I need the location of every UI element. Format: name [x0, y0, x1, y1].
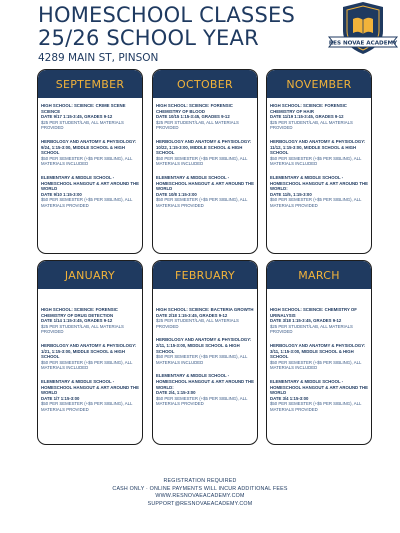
class-item — [41, 175, 139, 209]
class-item — [270, 379, 368, 413]
class-item — [156, 103, 254, 131]
class-price: $50 PER SEMESTER (+$5 PER SIBLING), ALL MATERIALS INCLUDED — [156, 155, 248, 167]
class-date: DATE 2/4, 1:15-3:00 — [156, 390, 196, 396]
class-price: $50 PER SEMESTER (+$5 PER SIBLING), ALL MATERIALS INCLUDED — [156, 354, 248, 365]
class-item — [270, 343, 368, 371]
class-date: DATE 9/17 1:15-3:45, GRADES 9-12 — [41, 114, 113, 120]
class-name: HIGH SCHOOL: SCIENCE: CRIME SCENE SCIENCE — [41, 103, 126, 114]
class-price: $50 PER SEMESTER (+$5 PER SIBLING), ALL MATERIALS INCLUDED — [270, 155, 362, 167]
class-price: $50 PER SEMESTER (+$5 PER SIBLING), ALL MATERIALS INCLUDED — [41, 359, 133, 371]
class-item — [41, 343, 139, 371]
month-card-january — [37, 260, 143, 445]
class-price: $25 PER STUDENT/LAB, ALL MATERIALS PROVIDED — [270, 323, 353, 335]
academy-logo — [327, 1, 399, 55]
class-price: $50 PER SEMESTER (+$5 PER SIBLING), ALL MATERIALS PROVIDED — [270, 401, 362, 412]
class-name: HERBOLOGY AND ANATOMY & PHYSIOLOGY: 9/24, 1:15-3:00, MIDDLE SCHOOL & HIGH SCHOOL — [41, 138, 137, 156]
class-price: $25 PER STUDENT/LAB, ALL MATERIALS PROVIDED — [270, 119, 353, 131]
class-name: HERBOLOGY AND ANATOMY & PHYSIOLOGY: 2/11, 1:15-3:00, MIDDLE SCHOOL & HIGH SCHOOL — [156, 337, 252, 354]
class-price: $50 PER SEMESTER (+$5 PER SIBLING), ALL MATERIALS PROVIDED — [41, 197, 133, 208]
class-price: $50 PER SEMESTER (+$5 PER SIBLING), ALL MATERIALS PROVIDED — [156, 197, 248, 208]
class-item — [41, 307, 139, 335]
month-card-february — [152, 260, 258, 445]
class-date: DATE 1/7 1:15-3:00 — [41, 395, 80, 401]
class-name: HERBOLOGY AND ANATOMY & PHYSIOLOGY: 10/22, 1:15-3:00, MIDDLE SCHOOL & HIGH SCHOOL — [156, 138, 252, 156]
class-price: $50 PER SEMESTER (+$5 PER SIBLING), ALL MATERIALS PROVIDED — [156, 395, 248, 407]
class-price: $25 PER STUDENT/LAB, ALL MATERIALS PROVIDED — [41, 323, 124, 335]
class-date: DATE 10/15 1:15-3:45, GRADES 9-12 — [156, 114, 230, 120]
class-item — [41, 379, 139, 413]
footer-payment-note: CASH ONLY · ONLINE PAYMENTS WILL INCUR ADDITIONAL FEES — [112, 485, 288, 492]
footer-website-link[interactable]: WWW.RESNOVAEACADEMY.COM — [155, 493, 245, 499]
class-price: $25 PER STUDENT/LAB, ALL MATERIALS PROVIDED — [156, 318, 239, 329]
class-price: $50 PER SEMESTER (+$5 PER SIBLING), ALL MATERIALS INCLUDED — [270, 359, 362, 371]
footer-email-link[interactable]: SUPPORT@RESNOVAEACADEMY.COM — [147, 500, 253, 507]
class-date: DATE 11/19 1:15-3:45, GRADES 9-12 — [270, 114, 344, 120]
class-name: HIGH SCHOOL: SCIENCE: FORENSIC CHEMISTRY OF DRUG DETECTION — [41, 307, 118, 318]
class-name: HIGH SCHOOL: SCIENCE: CHEMISTRY OF URINALYSIS — [270, 307, 357, 318]
class-date: DATE 3/4 1:15-3:00 — [270, 395, 309, 401]
class-date: DATE 10/8 1:15-3:00 — [156, 191, 197, 197]
svg-text:RES NOVAE ACADEMY: RES NOVAE ACADEMY — [328, 40, 398, 47]
month-header — [153, 70, 257, 98]
class-item — [156, 337, 254, 365]
class-name: ELEMENTARY & MIDDLE SCHOOL - HOMESCHOOL HANGOUT & ART AROUND THE WORLD — [156, 174, 254, 192]
page-header — [38, 4, 295, 64]
class-name: ELEMENTARY & MIDDLE SCHOOL - HOMESCHOOL HANGOUT & ART AROUND THE WORLD: — [270, 174, 368, 192]
class-item — [270, 139, 368, 167]
class-name: ELEMENTARY & MIDDLE SCHOOL - HOMESCHOOL HANGOUT & ART AROUND THE WORLD — [41, 174, 139, 192]
class-item — [156, 373, 254, 407]
class-date: DATE 11/5, 1:15-3:00 — [270, 191, 312, 197]
page-title-line2: 25/26 SCHOOL YEAR — [38, 26, 259, 50]
footer-registration: REGISTRATION REQUIRED — [163, 478, 237, 484]
class-price: $25 PER STUDENT/LAB, ALL MATERIALS PROVIDED — [156, 119, 239, 131]
class-price: $50 PER SEMESTER (+$5 PER SIBLING), ALL MATERIALS INCLUDED — [41, 155, 133, 167]
month-name: MARCH — [298, 268, 340, 282]
class-name: ELEMENTARY & MIDDLE SCHOOL - HOMESCHOOL HANGOUT & ART AROUND THE WORLD: — [156, 373, 254, 390]
class-name: HERBOLOGY AND ANATOMY & PHYSIOLOGY: 11/12, 1:15-3:00, MIDDLE SCHOOL & HIGH SCHOOL — [270, 138, 366, 156]
month-name: FEBRUARY — [174, 268, 236, 282]
class-name: HERBOLOGY AND ANATOMY & PHYSIOLOGY: 3/11, 1:15-3:00, MIDDLE SCHOOL & HIGH SCHOOL — [270, 342, 366, 360]
class-name: HIGH SCHOOL: SCIENCE: BACTERIA GROWTH — [156, 307, 254, 312]
class-item — [156, 175, 254, 209]
class-price: $25 PER STUDENT/LAB, ALL MATERIALS PROVIDED — [41, 119, 124, 131]
class-item — [41, 139, 139, 167]
month-header — [38, 70, 142, 98]
class-name: HIGH SCHOOL: SCIENCE: FORENSIC CHEMISTRY OF HAIR — [270, 103, 347, 114]
month-header — [267, 261, 371, 289]
month-card-october — [152, 69, 258, 254]
month-card-september — [37, 69, 143, 254]
page-title-line1: HOMESCHOOL CLASSES — [38, 3, 295, 27]
month-card-november — [266, 69, 372, 254]
month-name: NOVEMBER — [286, 77, 352, 91]
class-name: ELEMENTARY & MIDDLE SCHOOL - HOMESCHOOL HANGOUT & ART AROUND THE WORLD — [270, 378, 368, 396]
month-header — [267, 70, 371, 98]
month-name: JANUARY — [64, 268, 116, 282]
month-name: SEPTEMBER — [55, 77, 125, 91]
class-item — [41, 103, 139, 131]
class-date: DATE 2/18 1:15-3:45, GRADES 9-12 — [156, 312, 228, 318]
class-item — [156, 307, 254, 329]
class-date: DATE 1/14 1:15-3:45, GRADES 9-12 — [41, 318, 113, 324]
class-name: ELEMENTARY & MIDDLE SCHOOL - HOMESCHOOL HANGOUT & ART AROUND THE WORLD — [41, 378, 139, 396]
class-price: $50 PER SEMESTER (+$5 PER SIBLING), ALL MATERIALS PROVIDED — [41, 401, 133, 412]
class-name: HIGH SCHOOL: SCIENCE: FORENSIC CHEMISTRY OF BLOOD — [156, 103, 233, 114]
address: 4289 MAIN ST, PINSON — [38, 52, 159, 64]
class-name: HERBOLOGY AND ANATOMY & PHYSIOLOGY: 1/21, 1:15-3:00, MIDDLE SCHOOL & HIGH SCHOOL — [41, 342, 137, 360]
month-name: OCTOBER — [177, 77, 233, 91]
month-header — [38, 261, 142, 289]
class-item — [270, 307, 368, 335]
class-item — [270, 175, 368, 209]
month-header — [153, 261, 257, 289]
page-footer — [0, 478, 400, 508]
class-item — [270, 103, 368, 131]
class-item — [156, 139, 254, 167]
class-date: DATE 9/10 1:15-3:00 — [41, 191, 82, 197]
class-price: $50 PER SEMESTER (+$5 PER SIBLING), ALL MATERIALS PROVIDED — [270, 197, 362, 208]
month-card-march — [266, 260, 372, 445]
class-date: DATE 3/18 1:15-3:45, GRADES 9-12 — [270, 318, 342, 324]
